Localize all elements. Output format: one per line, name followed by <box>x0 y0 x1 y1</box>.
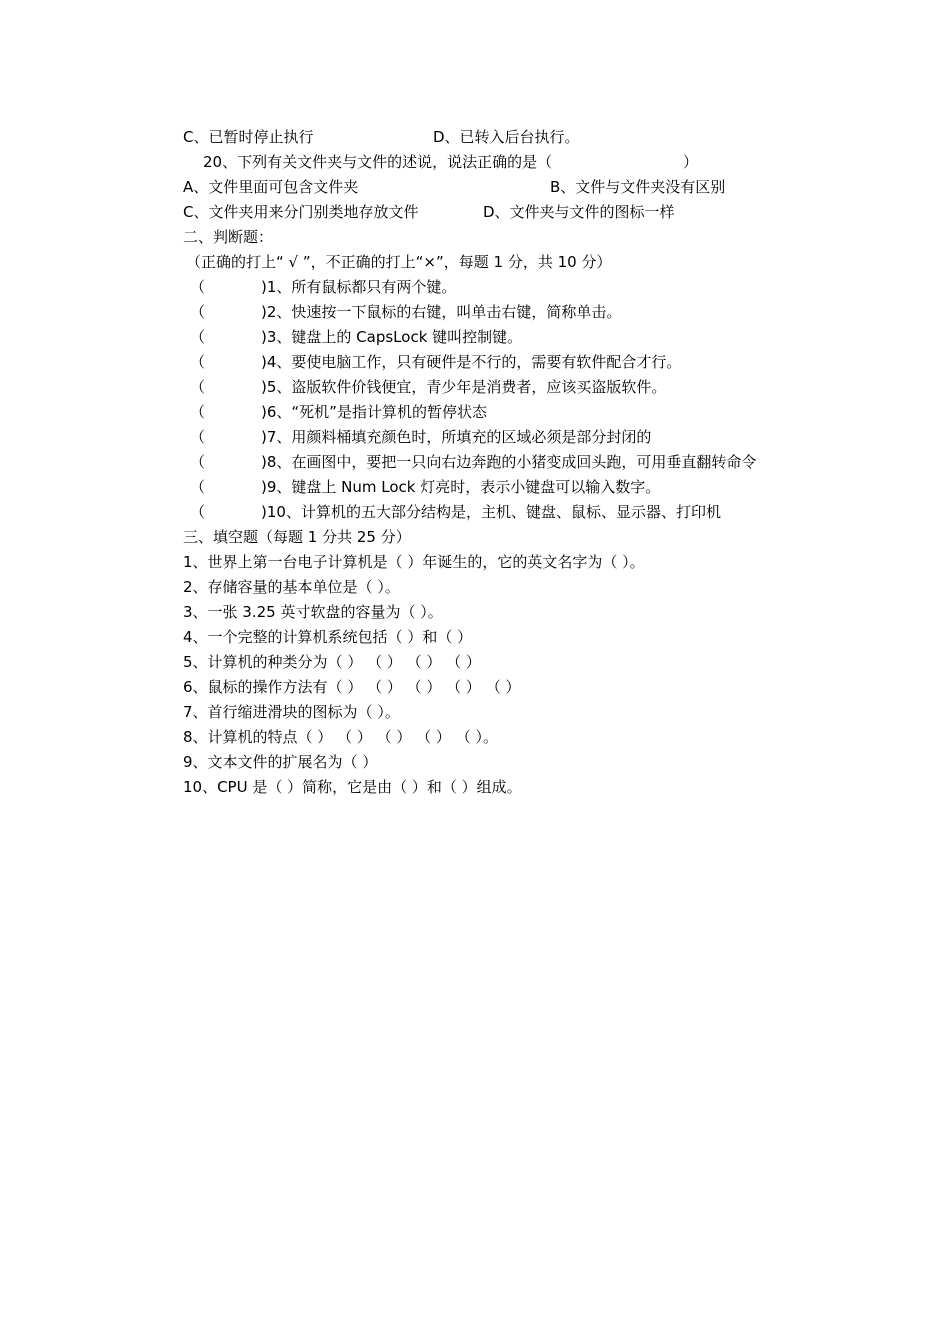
tf-item <box>190 327 522 347</box>
section2-instruction: （正确的打上“ √ ”，不正确的打上“×”，每题 1 分，共 10 分） <box>186 253 612 271</box>
q20-option-b: B、文件与文件夹没有区别 <box>550 178 726 196</box>
fill-item: 8、计算机的特点（ ） （ ） （ ） （ ） （ ）。 <box>183 728 498 746</box>
tf-text: )2、快速按一下鼠标的右键，叫单击右键，简称单击。 <box>261 303 622 321</box>
tf-open-paren: （ <box>190 328 206 346</box>
fill-item: 1、世界上第一台电子计算机是（ ）年诞生的，它的英文名字为（ ）。 <box>183 553 645 571</box>
q20-option-d: D、文件夹与文件的图标一样 <box>483 203 675 221</box>
tf-open-paren: （ <box>190 303 206 321</box>
tf-open-paren: （ <box>190 353 206 371</box>
tf-item <box>190 277 456 297</box>
fill-item: 3、一张 3.25 英寸软盘的容量为（ ）。 <box>183 603 443 621</box>
tf-text: )4、要使电脑工作，只有硬件是不行的，需要有软件配合才行。 <box>261 353 682 371</box>
tf-text: )1、所有鼠标都只有两个键。 <box>261 278 457 296</box>
tf-open-paren: （ <box>190 278 206 296</box>
tf-item <box>190 452 756 472</box>
tf-text: )10、计算机的五大部分结构是，主机、键盘、鼠标、显示器、打印机 <box>261 503 721 521</box>
tf-item <box>190 427 651 447</box>
tf-text: )3、键盘上的 CapsLock 键叫控制键。 <box>261 328 523 346</box>
tf-open-paren: （ <box>190 378 206 396</box>
fill-item: 9、文本文件的扩展名为（ ） <box>183 753 378 771</box>
tf-item <box>190 477 660 497</box>
tf-item <box>190 502 721 522</box>
tf-open-paren: （ <box>190 503 206 521</box>
tf-text: )7、用颜料桶填充颜色时，所填充的区域必须是部分封闭的 <box>261 428 652 446</box>
fill-item: 5、计算机的种类分为（ ） （ ） （ ） （ ） <box>183 653 481 671</box>
tf-item <box>190 402 487 422</box>
tf-open-paren: （ <box>190 428 206 446</box>
tf-open-paren: （ <box>190 478 206 496</box>
q20-stem-close: ） <box>683 153 699 171</box>
q19-option-d: D、已转入后台执行。 <box>433 128 580 146</box>
fill-item: 10、CPU 是（ ）简称，它是由（ ）和（ ）组成。 <box>183 778 522 796</box>
q20-option-c: C、文件夹用来分门别类地存放文件 <box>183 203 419 221</box>
fill-item: 2、存储容量的基本单位是（ ）。 <box>183 578 400 596</box>
section3-title: 三、填空题（每题 1 分共 25 分） <box>183 528 411 546</box>
tf-item <box>190 377 666 397</box>
q20-stem: 20、下列有关文件夹与文件的述说，说法正确的是（ <box>203 153 553 171</box>
tf-text: )5、盗版软件价钱便宜，青少年是消费者，应该买盗版软件。 <box>261 378 667 396</box>
tf-text: )8、在画图中，要把一只向右边奔跑的小猪变成回头跑，可用垂直翻转命令 <box>261 453 757 471</box>
tf-item <box>190 352 681 372</box>
tf-text: )9、键盘上 Num Lock 灯亮时，表示小键盘可以输入数字。 <box>261 478 661 496</box>
fill-item: 4、一个完整的计算机系统包括（ ）和（ ） <box>183 628 473 646</box>
q20-option-a: A、文件里面可包含文件夹 <box>183 178 359 196</box>
section2-title: 二、判断题： <box>183 228 274 246</box>
fill-item: 7、首行缩进滑块的图标为（ ）。 <box>183 703 400 721</box>
q19-option-c: C、已暂时停止执行 <box>183 128 314 146</box>
tf-text: )6、“死机”是指计算机的暂停状态 <box>261 403 487 421</box>
tf-open-paren: （ <box>190 403 206 421</box>
fill-item: 6、鼠标的操作方法有（ ） （ ） （ ） （ ） （ ） <box>183 678 521 696</box>
tf-item <box>190 302 621 322</box>
tf-open-paren: （ <box>190 453 206 471</box>
